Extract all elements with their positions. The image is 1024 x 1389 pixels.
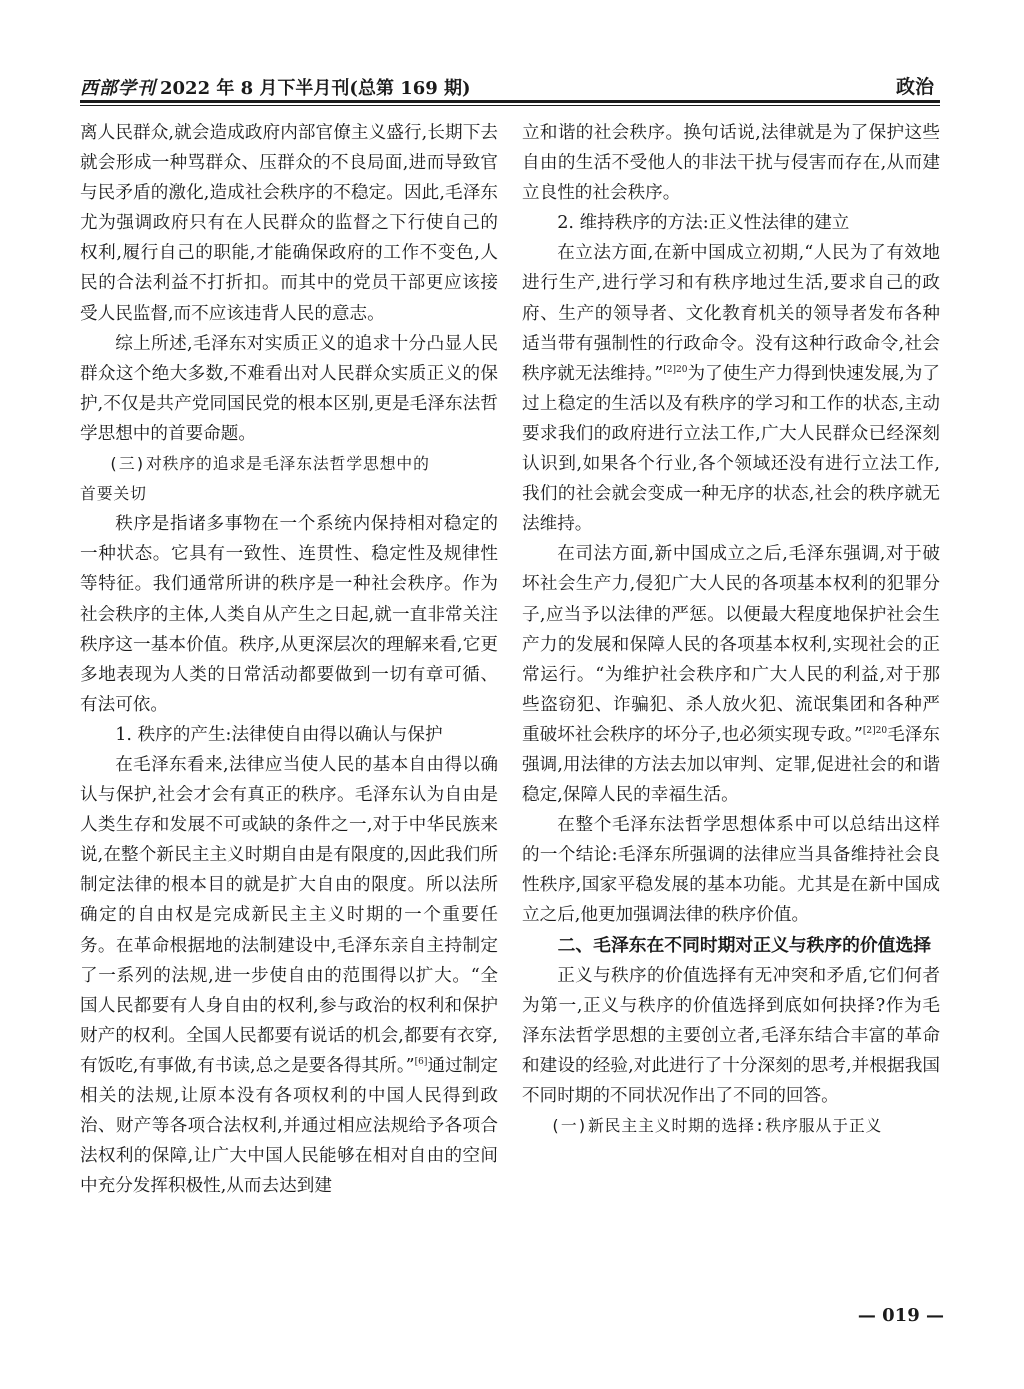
paragraph-text: 在立法方面,在新中国成立初期,“人民为了有效地进行生产,进行学习和有秩序地过生活,要求自己的政府、生产的领导者、文化教育机关的领导者发布各种适当带有强制性的行政命令。没有这种行政命令,社会秩序就无法维持。” <box>522 243 940 384</box>
subsection-heading-cont: 首要关切 <box>80 484 147 504</box>
paragraph-text: 在司法方面,新中国成立之后,毛泽东强调,对于破坏社会生产力,侵犯广大人民的各项基本权利的犯罪分子,应当予以法律的严惩。以便最大程度地保护社会生产力的发展和保障人民的各项基本权利,实现社会的正常运行。“为维护社会秩序和广大人民的利益,对于那些盗窃犯、诈骗犯、杀人放火犯、流氓集团和各种严重破坏社会秩序的坏分子,也必须实现专政。” <box>522 544 940 745</box>
numbered-heading: 1. 秩序的产生:法律使自由得以确认与保护 <box>115 724 443 745</box>
paragraph: 秩序是指诸多事物在一个系统内保持相对稳定的一种状态。它具有一致性、连贯性、稳定性及规律性等特征。我们通常所讲的秩序是一种社会秩序。作为社会秩序的主体,人类自从产生之日起,就一直非常关注秩序这一基本价值。秩序,从更深层次的理解来看,它更多地表现为人类的日常活动都要做到一切有章可循、有法可依。 <box>80 514 498 715</box>
paragraph-text: 通过制定相关的法规,让原本没有各项权利的中国人民得到政治、财产等各项合法权利,并通过相应法规给予各项合法权利的保障,让广大中国人民能够在相对自由的空间中充分发挥积极性,从而去达到建 <box>80 1055 498 1197</box>
page-number: — 019 — <box>857 1305 944 1326</box>
subsection-heading: (三)对秩序的追求是毛泽东法哲学思想中的 <box>108 454 430 474</box>
paragraph-text: 毛泽东强调,用法律的方法去加以审判、定罪,促进社会的和谐稳定,保障人民的幸福生活。 <box>522 724 940 806</box>
journal-issue-line <box>80 74 471 100</box>
section-label: 政治 <box>895 76 934 98</box>
paragraph <box>522 238 940 539</box>
paragraph: 正义与秩序的价值选择有无冲突和矛盾,它们何者为第一,正义与秩序的价值选择到底如何抉择?作为毛泽东法哲学思想的主要创立者,毛泽东结合丰富的革命和建设的经验,对此进行了十分深刻的思考,并根据我国不同时期的不同状况作出了不同的回答。 <box>522 965 940 1106</box>
numbered-heading: 2. 维持秩序的方法:正义性法律的建立 <box>557 213 850 234</box>
header-rule <box>80 100 940 103</box>
section-heading: 二、毛泽东在不同时期对正义与秩序的价值选择 <box>557 934 932 956</box>
paragraph: 在整个毛泽东法哲学思想体系中可以总结出这样的一个结论:毛泽东所强调的法律应当具备维持社会良性秩序,国家平稳发展的基本功能。尤其是在新中国成立之后,他更加强调法律的秩序价值。 <box>522 815 940 926</box>
paragraph: 立和谐的社会秩序。换句话说,法律就是为了保护这些自由的生活不受他人的非法干扰与侵害而存在,从而建立良性的社会秩序。 <box>522 123 940 204</box>
paragraph-text: 在毛泽东看来,法律应当使人民的基本自由得以确认与保护,社会才会有真正的秩序。毛泽东认为自由是人类生存和发展不可或缺的条件之一,对于中华民族来说,在整个新民主主义时期自由是有限度的,因此我们所制定法律的根本目的就是扩大自由的限度。所以法所确定的自由权是完成新民主主义时期的一个重要任务。在革命根据地的法制建设中,毛泽东亲自主持制定了一系列的法规,进一步使自由的范围得以扩大。“全国人民都要有人身自由的权利,参与政治的权利和保护财产的权利。全国人民都要有说话的机会,都要有衣穿,有饭吃,有事做,有书读,总之是要各得其所。” <box>80 754 498 1076</box>
subsection-heading: (一)新民主主义时期的选择:秩序服从于正义 <box>550 1116 883 1136</box>
left-column <box>80 118 498 1201</box>
paragraph <box>522 539 940 810</box>
paragraph <box>80 750 498 1201</box>
page-header <box>80 68 940 102</box>
issue-info: 2022 年 8 月下半月刊(总第 169 期) <box>160 78 471 99</box>
paragraph: 离人民群众,就会造成政府内部官僚主义盛行,长期下去就会形成一种骂群众、压群众的不良局面,进而导致官与民矛盾的激化,造成社会秩序的不稳定。因此,毛泽东尤为强调政府只有在人民群众的监督之下行使自己的权利,履行自己的职能,才能确保政府的工作不变色,人民的合法利益不打折扣。而其中的党员干部更应该接受人民监督,而不应该违背人民的意志。 <box>80 123 498 324</box>
citation: [6] <box>414 1056 428 1067</box>
citation: [2]20 <box>663 364 688 375</box>
header-rule-thin <box>80 105 940 106</box>
paragraph: 综上所述,毛泽东对实质正义的追求十分凸显人民群众这个绝大多数,不难看出对人民群众实质正义的保护,不仅是共产党同国民党的根本区别,更是毛泽东法哲学思想中的首要命题。 <box>80 333 498 444</box>
journal-name: 西部学刊 <box>80 78 156 99</box>
paragraph-text: 为了使生产力得到快速发展,为了过上稳定的生活以及有秩序的学习和工作的状态,主动要求我们的政府进行立法工作,广大人民群众已经深刻认识到,如果各个行业,各个领域还没有进行立法工作,我们的社会就会变成一种无序的状态,社会的秩序就无法维持。 <box>522 363 940 535</box>
right-column <box>522 118 940 1141</box>
citation: [2]20 <box>862 725 888 736</box>
